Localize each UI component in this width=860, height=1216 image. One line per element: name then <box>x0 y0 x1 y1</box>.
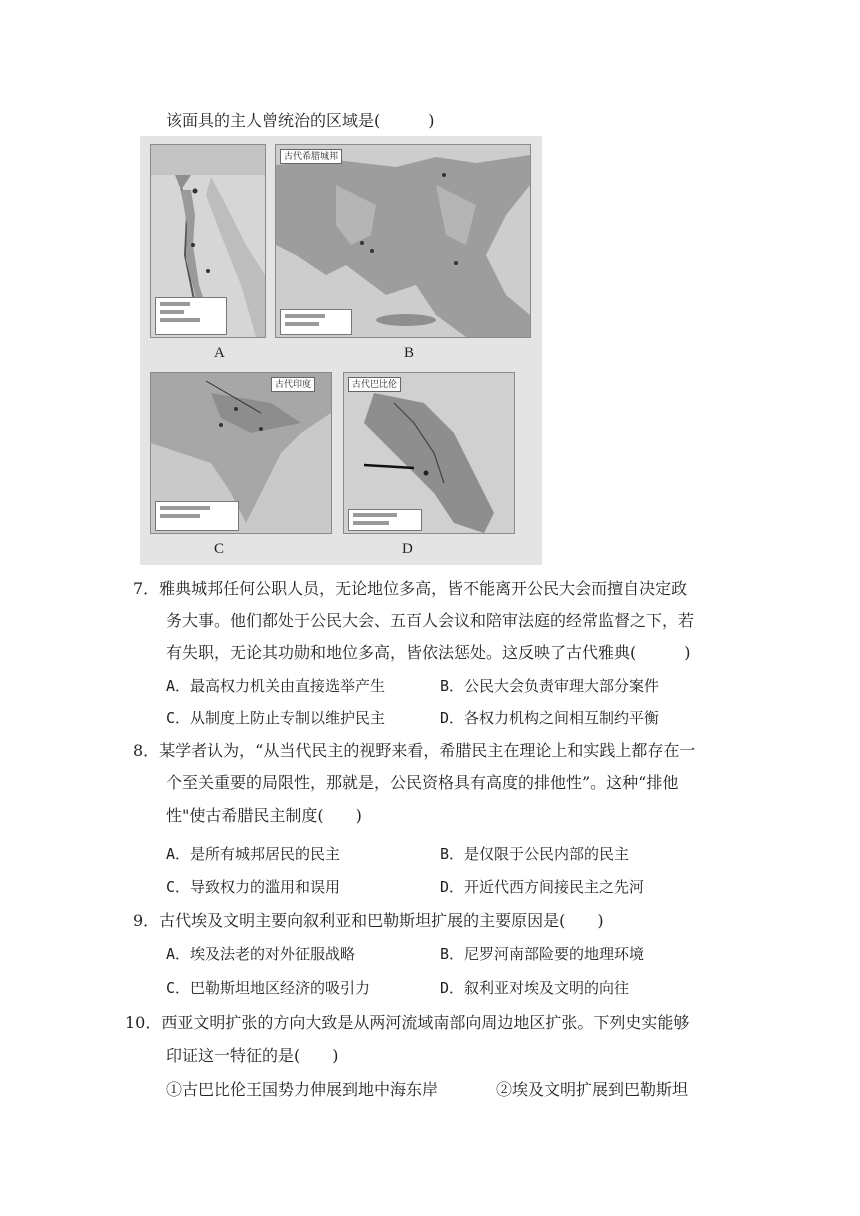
map-a-label: A <box>214 345 225 361</box>
map-d-label: D <box>402 541 413 557</box>
map-a-legend <box>155 297 227 335</box>
question-9-option-a[interactable]: A．埃及法老的对外征服战略 <box>166 945 356 963</box>
question-9-option-d[interactable]: D．叙利亚对埃及文明的向往 <box>440 979 630 997</box>
question-10-item-2: ②埃及文明扩展到巴勒斯坦 <box>496 1080 689 1099</box>
question-9-option-b[interactable]: B．尼罗河南部险要的地理环境 <box>440 945 645 963</box>
question-7-option-a[interactable]: A．最高权力机关由直接选举产生 <box>166 677 386 695</box>
question-7-option-d[interactable]: D．各权力机构之间相互制约平衡 <box>440 709 660 727</box>
question-8-option-d[interactable]: D．开近代西方间接民主之先河 <box>440 878 645 896</box>
question-7-line-1: 7．雅典城邦任何公职人员，无论地位多高，皆不能离开公民大会而擅自决定政 <box>133 579 688 598</box>
question-8-line-2: 个至关重要的局限性，那就是，公民资格具有高度的排他性”。这种“排他 <box>166 773 679 792</box>
question-8-line-1: 8．某学者认为，“从当代民主的视野来看，希腊民主在理论上和实践上都存在一 <box>133 741 696 760</box>
question-9-option-c[interactable]: C．巴勒斯坦地区经济的吸引力 <box>166 979 371 997</box>
question-10-item-1: ①古巴比伦王国势力伸展到地中海东岸 <box>166 1080 439 1099</box>
map-d-legend <box>348 509 422 531</box>
question-8-option-c[interactable]: C．导致权力的滥用和误用 <box>166 878 341 896</box>
map-b-legend <box>280 309 352 335</box>
question-8-option-b[interactable]: B．是仅限于公民内部的民主 <box>440 845 630 863</box>
map-c-title: 古代印度 <box>271 377 315 392</box>
map-c-india <box>150 372 332 534</box>
question-7-line-2: 务大事。他们都处于公民大会、五百人会议和陪审法庭的经常监督之下，若 <box>166 611 695 630</box>
map-d-babylon <box>343 372 515 534</box>
map-b-label: B <box>404 345 415 361</box>
map-d-title: 古代巴比伦 <box>348 377 401 392</box>
question-6-tail: 该面具的主人曾统治的区域是( ) <box>166 111 435 130</box>
question-10-line-2: 印证这一特征的是( ) <box>166 1046 339 1065</box>
question-7-line-3: 有失职，无论其功勋和地位多高，皆依法惩处。这反映了古代雅典( ) <box>166 643 691 662</box>
map-c-legend <box>155 501 239 531</box>
question-8-line-3: 性"使古希腊民主制度( ) <box>166 806 362 825</box>
question-7-option-c[interactable]: C．从制度上防止专制以维护民主 <box>166 709 386 727</box>
map-a-egypt <box>150 144 266 338</box>
map-b-title: 古代希腊城邦 <box>280 149 342 164</box>
question-7-option-b[interactable]: B．公民大会负责审理大部分案件 <box>440 677 660 695</box>
question-9-line-1: 9．古代埃及文明主要向叙利亚和巴勒斯坦扩展的主要原因是( ) <box>133 911 604 930</box>
map-b-greece <box>275 144 531 338</box>
map-c-label: C <box>214 541 225 557</box>
question-10-line-1: 10．西亚文明扩张的方向大致是从两河流域南部向周边地区扩张。下列史实能够 <box>125 1013 690 1032</box>
question-8-option-a[interactable]: A．是所有城邦居民的民主 <box>166 845 341 863</box>
